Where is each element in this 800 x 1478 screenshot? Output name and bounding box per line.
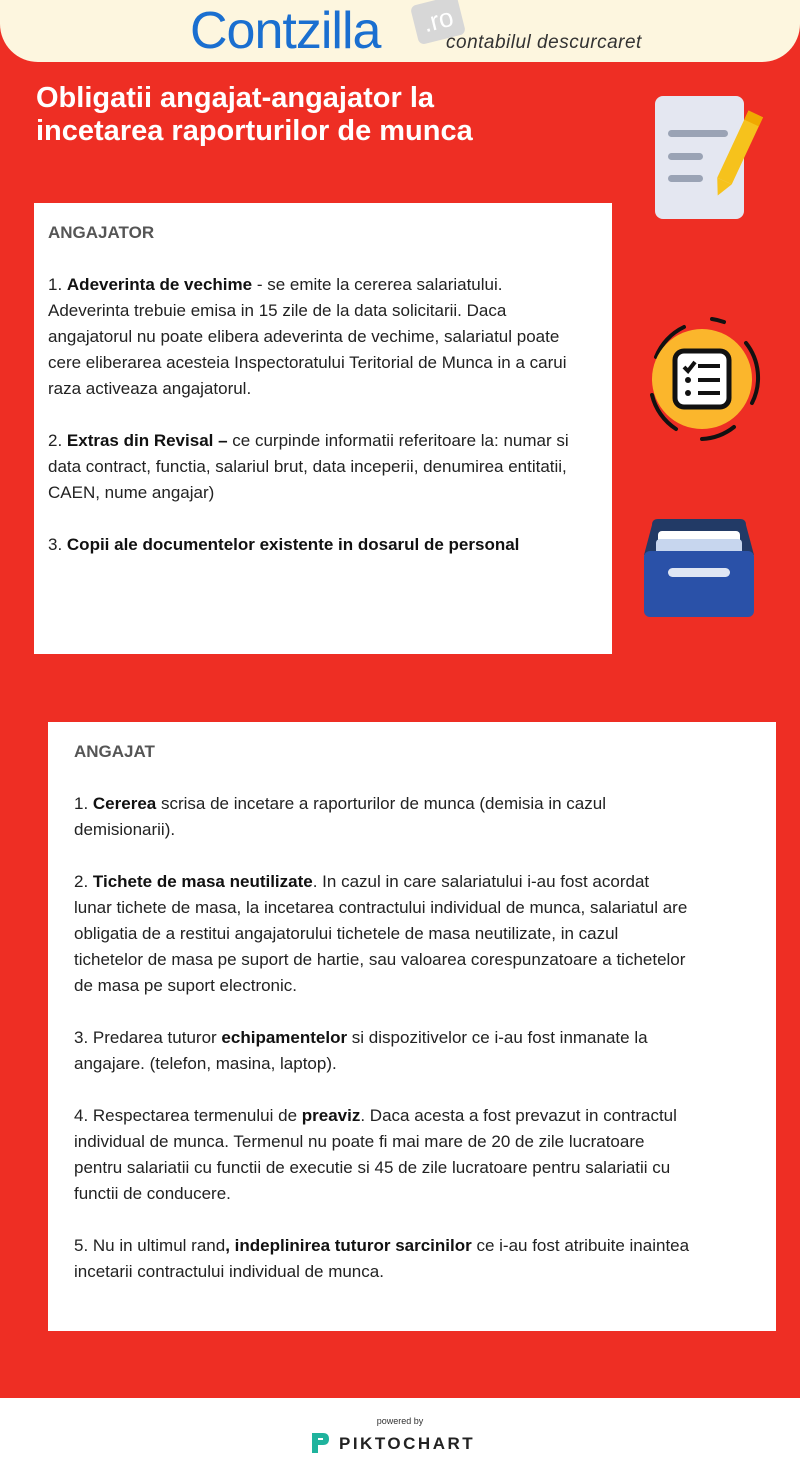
- employee-item: 1. Cererea scrisa de incetare a raporturilor de munca (demisia in cazul demisionarii).: [74, 794, 606, 839]
- employee-item: 4. Respectarea termenului de preaviz. Daca acesta a fost prevazut in contractul individual de munca. Termenul nu poate fi mai mare de 20 de zile lucratoare pentru salariatii cu functii de executie si 45 de zile lucratoare pentru salariatii cu functii de conducere.: [74, 1106, 677, 1203]
- tagline: contabilul descurcaret: [446, 32, 642, 53]
- piktochart-icon: [309, 1430, 333, 1456]
- footer: [0, 1398, 800, 1478]
- employee-item: 5. Nu in ultimul rand, indeplinirea tuturor sarcinilor ce i-au fost atribuite inaintea incetarii contractului individual de munca.: [74, 1236, 690, 1281]
- employer-card: [34, 203, 612, 654]
- employee-card: [48, 722, 776, 1331]
- employee-heading: ANGAJAT: [74, 742, 155, 761]
- employee-item: 2. Tichete de masa neutilizate. In cazul in care salariatului i-au fost acordat lunar tichete de masa, la incetarea contractului individual de munca, salariatul are obligatia de a restitui angajatorului tichetele de masa neutilizate, in cazul tichetelor de masa pe suport de hartie, sau valoarea corespunzatoare a tichetelor de masa pe suport electronic.: [74, 872, 688, 995]
- archive-drawer-icon: [642, 517, 756, 619]
- powered-by-label: powered by: [376, 1416, 424, 1426]
- piktochart-brand: PIKTOCHART: [339, 1434, 476, 1453]
- document-pencil-icon: [650, 92, 765, 222]
- employee-item: 3. Predarea tuturor echipamentelor si dispozitivelor ce i-au fost inmanate la angajare. (telefon, masina, laptop).: [74, 1028, 648, 1073]
- employer-item: 2. Extras din Revisal – ce curpinde informatii referitoare la: numar si data contract, functia, salariul brut, data inceperii, denumirea entitatii, CAEN, nume angajar): [48, 431, 569, 502]
- header-banner: [0, 0, 800, 62]
- employer-item: 3. Copii ale documentelor existente in dosarul de personal: [48, 535, 520, 554]
- contzilla-logo[interactable]: Contzilla: [190, 2, 381, 60]
- logo-ro-badge: .ro: [410, 0, 466, 45]
- checklist-icon: [642, 315, 762, 445]
- employer-heading: ANGAJATOR: [48, 223, 155, 242]
- page-title: Obligatii angajat-angajator la incetarea raporturilor de munca: [36, 82, 473, 147]
- employer-item: 1. Adeverinta de vechime - se emite la cererea salariatului. Adeverinta trebuie emisa in 15 zile de la data solicitarii. Daca angajatorul nu poate elibera adeverinta de vechime, salariatul poate cere eliberarea acesteia Inspectoratului Teritorial de Munca in a carui raza activeaza angajatorul.: [48, 275, 567, 398]
